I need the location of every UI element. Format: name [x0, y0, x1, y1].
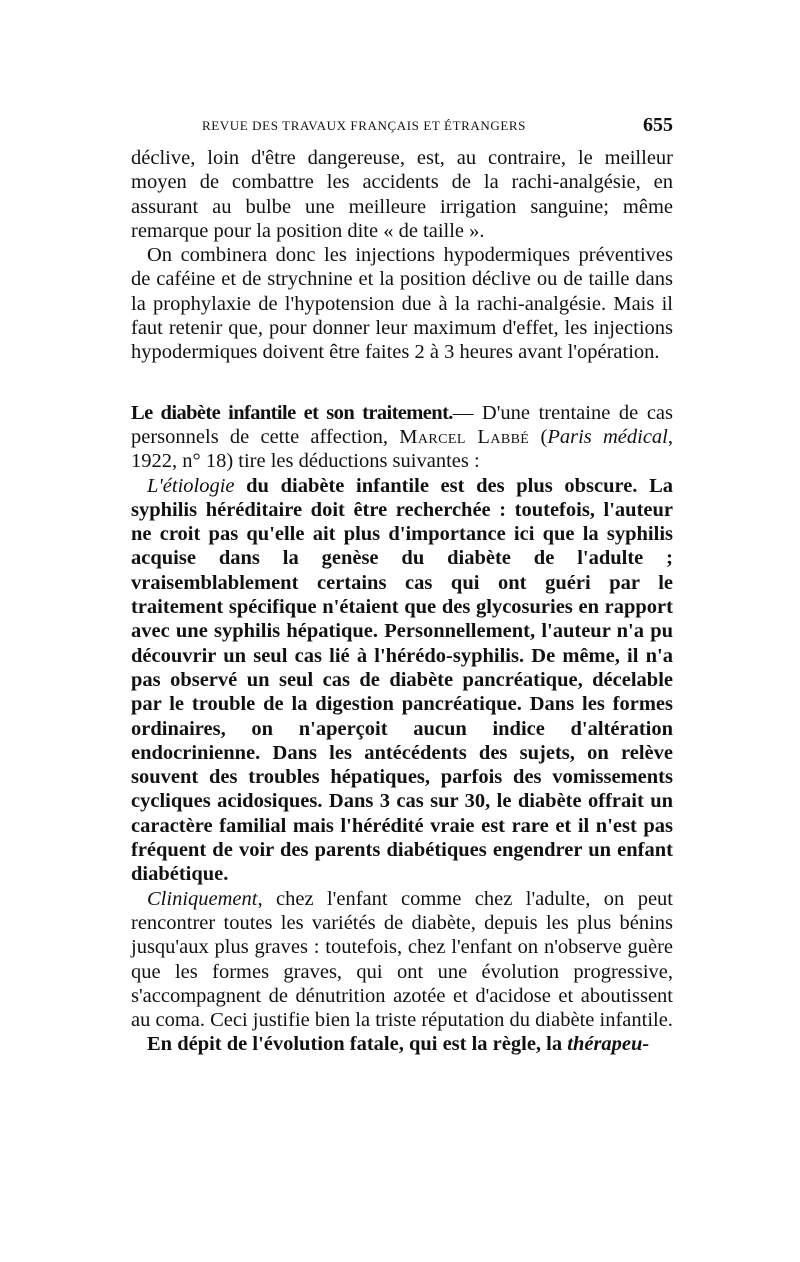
etiologie-text: du diabète infantile est des plus obscure. La syphilis héréditaire doit être recherchée : toutefois, l'auteur ne croit pas qu'elle ait plus d'importance ici que la syphilis acquise dans la genèse du diabète de l'adulte ; vraisemblablement certains cas qui ont guéri par le traitement spécifique n'étaient que des glycosuries en rapport avec une syphilis hépatique. Personnellement, l'auteur n'a pu découvrir un seul cas lié à l'hérédo-syphilis. De même, il n'a pas observé un seul cas de diabète pancréatique, décelable par le trouble de la digestion pancréatique. Dans les formes ordinaires, on n'aperçoit aucun indice d'altération endocrinienne. Dans les antécédents des sujets, on relève souvent des troubles hépatiques, parfois des vomissements cycliques acidosiques. Dans 3 cas sur 30, le diabète offrait un caractère familial mais l'hérédité vraie est rare et il n'est pas fréquent de voir des parents diabétiques engendrer un enfant diabétique.	[131, 474, 673, 886]
therapeutique-text: En dépit de l'évolution fatale, qui est la règle, la	[147, 1033, 568, 1056]
page-number: 655	[643, 114, 673, 136]
paragraph-clinique	[131, 887, 673, 1033]
article-body	[131, 146, 673, 1057]
intro-text-3: , 1922, n° 18) tire les déductions suivantes :	[131, 425, 674, 473]
therapeutique-italic: thérapeu-	[567, 1033, 650, 1056]
paragraph-prophylaxie: On combinera donc les injections hypodermiques préventives de caféine et de strychnine et la position déclive ou de taille dans la prophylaxie de l'hypotension due à la rachi-analgésie. Mais il faut retenir que, pour donner leur maximum d'effet, les injections hypodermiques doivent être faites 2 à 3 heures avant l'opération.	[131, 244, 673, 364]
paragraph-etiologie	[131, 474, 673, 887]
author-name: Marcel Labbé	[399, 425, 530, 448]
title-dash: —	[452, 401, 482, 424]
intro-text-2: (	[529, 425, 548, 448]
paragraph-therapeutique	[131, 1032, 673, 1056]
paragraph-position-declive: déclive, loin d'être dangereuse, est, au contraire, le meilleur moyen de combattre les accidents de la rachi-analgésie, en assurant au bulbe une meilleure irrigation sanguine; même remarque pour la position dite « de taille ».	[131, 147, 673, 242]
section-gap	[131, 365, 673, 401]
running-title: REVUE DES TRAVAUX FRANÇAIS ET ÉTRANGERS	[202, 118, 527, 133]
clinique-lead: Cliniquement	[147, 887, 258, 910]
clinique-text: , chez l'enfant comme chez l'adulte, on peut rencontrer toutes les variétés de diabète, depuis les plus bénins jusqu'aux plus graves : toutefois, chez l'enfant on n'observe guère que les formes graves, qui ont une évolution progressive, s'accompagnent de dénutrition azotée et d'acidose et aboutissent au coma. Ceci justifie bien la triste réputation du diabète infantile.	[131, 887, 673, 1032]
journal-name: Paris médical	[547, 425, 668, 448]
etiologie-lead: L'étiologie	[147, 474, 235, 497]
paragraph-diabete-intro	[131, 401, 673, 474]
section-title: Le diabète infantile et son traitement.	[131, 401, 453, 424]
intro-text-1: D'une trentaine de cas personnels de cette affection,	[131, 401, 673, 448]
running-header	[131, 116, 673, 138]
